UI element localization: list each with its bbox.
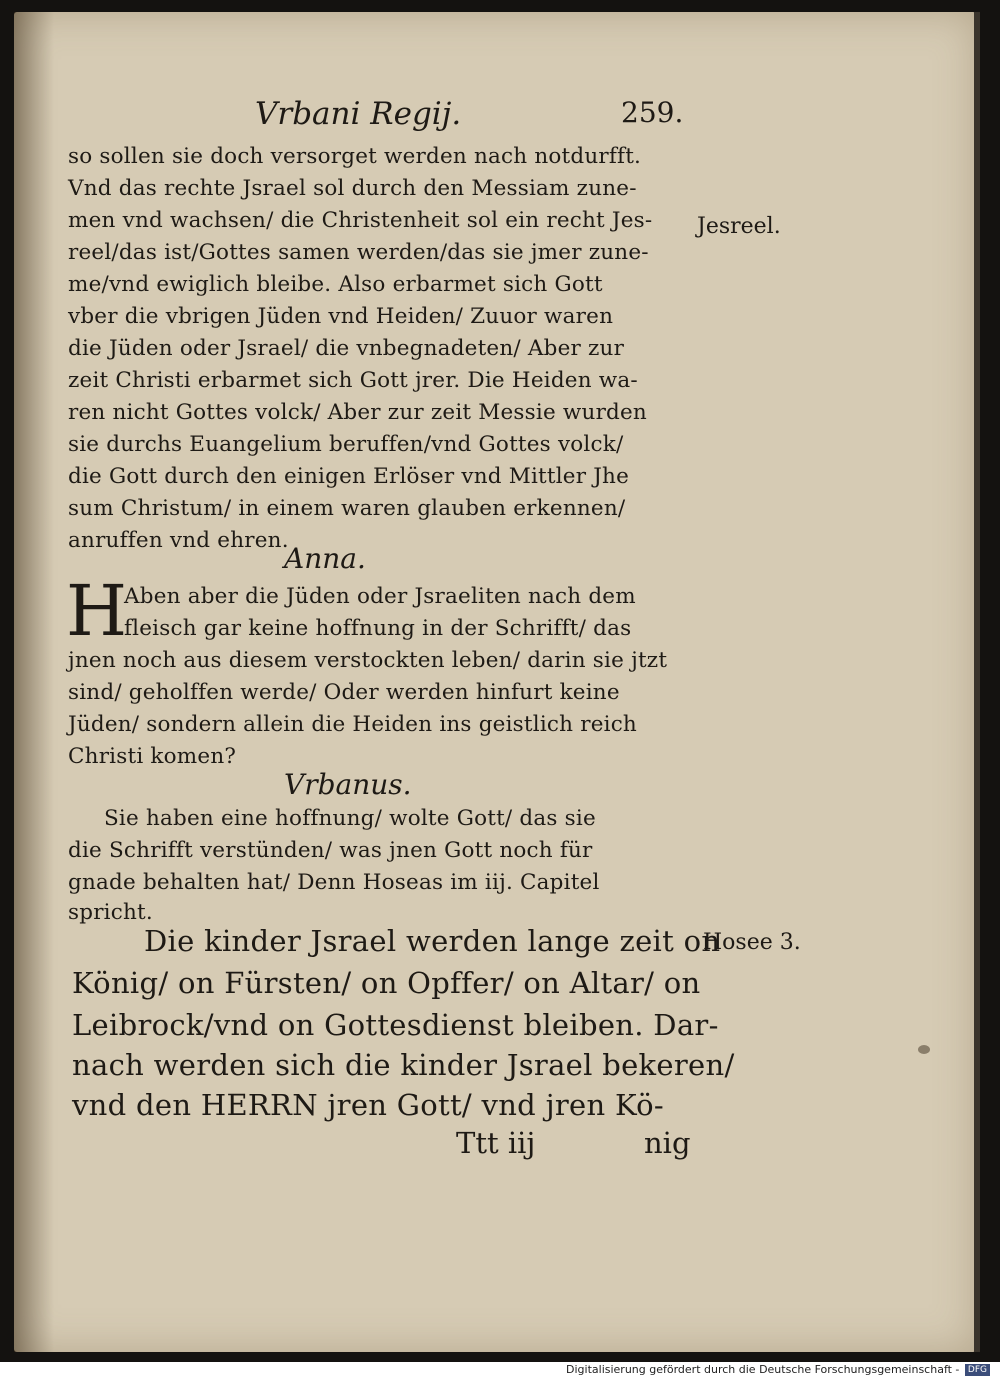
anna-line-5: Jüden/ sondern allein die Heiden ins geistlich reich — [68, 712, 637, 737]
quote-line-2: König/ on Fürsten/ on Opffer/ on Altar/ on — [72, 966, 701, 1000]
anna-line-3: jnen noch aus diesem verstockten leben/ darin sie jtzt — [68, 648, 668, 673]
footer-credit-text: Digitalisierung gefördert durch die Deutsche Forschungsgemeinschaft - — [566, 1363, 960, 1376]
quote-line-1: Die kinder Jsrael werden lange zeit on — [144, 924, 721, 958]
quote-line-3: Leibrock/vnd on Gottesdienst bleiben. Dar- — [72, 1008, 719, 1042]
body-line-8: zeit Christi erbarmet sich Gott jrer. Die Heiden wa- — [68, 368, 638, 393]
ink-smudge — [918, 1045, 930, 1054]
body-line-11: die Gott durch den einigen Erlöser vnd Mittler Jhe — [68, 464, 630, 489]
quote-line-4: nach werden sich die kinder Jsrael bekeren/ — [72, 1048, 735, 1082]
body-line-5: me/vnd ewiglich bleibe. Also erbarmet sich Gott — [68, 272, 603, 297]
body-line-10: sie durchs Euangelium beruffen/vnd Gottes volck/ — [68, 432, 624, 457]
heading-urbanus: Vrbanus. — [284, 768, 412, 801]
page-gutter-shadow — [14, 12, 54, 1352]
footer-credit — [566, 1362, 990, 1378]
anna-line-2: fleisch gar keine hoffnung in der Schrifft/ das — [124, 616, 632, 641]
urbanus-line-1: Sie haben eine hoffnung/ wolte Gott/ das sie — [104, 806, 596, 831]
quote-line-5: vnd den HERRN jren Gott/ vnd jren Kö- — [72, 1088, 665, 1122]
body-line-4: reel/das ist/Gottes samen werden/das sie jmer zune- — [68, 240, 649, 265]
urbanus-line-2: die Schrifft verstünden/ was jnen Gott noch für — [68, 838, 593, 863]
signature-mark: Ttt iij — [456, 1126, 536, 1160]
body-line-9: ren nicht Gottes volck/ Aber zur zeit Messie wurden — [68, 400, 647, 425]
anna-line-6: Christi komen? — [68, 744, 237, 769]
body-line-3: men vnd wachsen/ die Christenheit sol ein recht Jes- — [68, 208, 653, 233]
body-line-1: so sollen sie doch versorget werden nach notdurfft. — [68, 144, 642, 169]
page-number: 259. — [621, 96, 684, 129]
dfg-logo: DFG — [965, 1364, 990, 1376]
running-head: Vrbani Regij. — [255, 96, 462, 132]
urbanus-line-3: gnade behalten hat/ Denn Hoseas im iij. Capitel — [68, 870, 600, 895]
anna-line-4: sind/ geholffen werde/ Oder werden hinfurt keine — [68, 680, 620, 705]
body-line-2: Vnd das rechte Jsrael sol durch den Messiam zune- — [68, 176, 637, 201]
catchword: nig — [644, 1126, 691, 1160]
body-line-13: anruffen vnd ehren. — [68, 528, 289, 553]
body-line-6: vber die vbrigen Jüden vnd Heiden/ Zuuor waren — [68, 304, 614, 329]
body-line-7: die Jüden oder Jsrael/ die vnbegnadeten/ Aber zur — [68, 336, 625, 361]
anna-line-1: Aben aber die Jüden oder Jsraeliten nach dem — [124, 584, 636, 609]
body-line-12: sum Christum/ in einem waren glauben erkennen/ — [68, 496, 626, 521]
urbanus-line-4: spricht. — [68, 900, 153, 925]
page-edge — [974, 12, 980, 1352]
margin-note-jesreel: Jesreel. — [697, 214, 781, 239]
drop-capital: H — [66, 570, 128, 652]
heading-anna: Anna. — [284, 542, 366, 575]
margin-note-hosee: Hosee 3. — [703, 930, 801, 955]
